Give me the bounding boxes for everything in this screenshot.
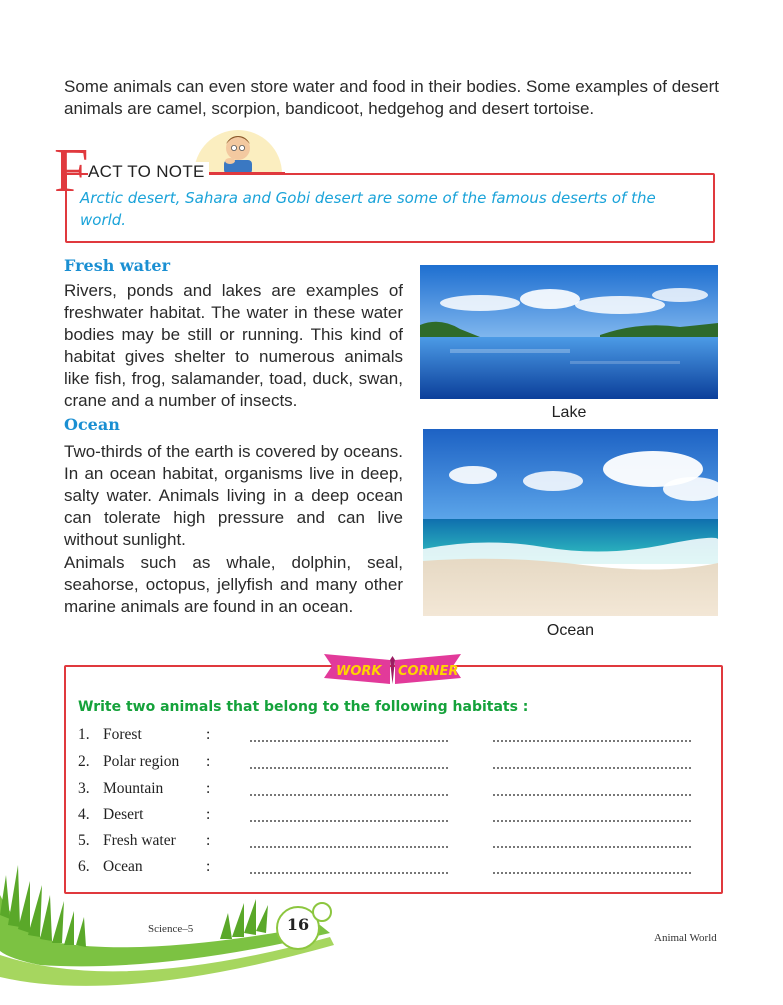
lake-caption: Lake: [551, 404, 587, 421]
answer-blank-1[interactable]: [250, 753, 448, 769]
work-corner-badge: [320, 648, 465, 686]
habitat-row: [78, 780, 698, 802]
row-number: 6.: [78, 858, 90, 875]
row-colon: :: [206, 726, 211, 743]
lake-photo: [420, 265, 718, 399]
ocean-paragraph-2: Animals such as whale, dolphin, seal, seahorse, octopus, jellyfish and many other marine animals are found in an ocean.: [64, 553, 403, 616]
grass-decoration: [0, 855, 783, 1000]
row-colon: :: [206, 780, 211, 797]
answer-blank-2[interactable]: [493, 753, 691, 769]
fresh-water-heading: Fresh water: [64, 256, 171, 275]
row-number: 3.: [78, 780, 90, 797]
work-corner-instruction: Write two animals that belong to the following habitats :: [78, 699, 529, 715]
habitat-name: Mountain: [103, 780, 164, 797]
habitat-name: Fresh water: [103, 832, 176, 849]
row-colon: :: [206, 858, 211, 875]
ocean-caption: Ocean: [546, 622, 595, 639]
fact-text: Arctic desert, Sahara and Gobi desert are some of the famous deserts of the world.: [80, 189, 656, 229]
habitat-name: Forest: [103, 726, 142, 743]
intro-paragraph: Some animals can even store water and food in their bodies. Some examples of desert animals are camel, scorpion, bandicoot, hedgehog and desert tortoise.: [64, 77, 719, 118]
habitat-row: [78, 806, 698, 828]
page-number: 16: [286, 915, 310, 934]
fact-big-letter: F: [54, 137, 89, 205]
row-colon: :: [206, 753, 211, 770]
habitat-name: Polar region: [103, 753, 180, 770]
habitat-name: Ocean: [103, 858, 143, 875]
footer-chapter: Animal World: [654, 932, 717, 944]
row-number: 4.: [78, 806, 90, 823]
answer-blank-1[interactable]: [250, 726, 448, 742]
answer-blank-2[interactable]: [493, 832, 691, 848]
answer-blank-2[interactable]: [493, 726, 691, 742]
work-corner-label-right: CORNER: [398, 664, 459, 679]
answer-blank-1[interactable]: [250, 780, 448, 796]
habitat-row: [78, 753, 698, 775]
ocean-photo: [423, 429, 718, 616]
fresh-water-paragraph: Rivers, ponds and lakes are examples of freshwater habitat. The water in these water bodies may be still or running. This kind of habitat gives shelter to numerous animals like fish, frog, salamander, toad, duck, swan, crane and a number of insects.: [64, 281, 403, 410]
row-colon: :: [206, 832, 211, 849]
habitat-row: [78, 726, 698, 748]
answer-blank-2[interactable]: [493, 806, 691, 822]
habitat-name: Desert: [103, 806, 144, 823]
row-number: 2.: [78, 753, 90, 770]
answer-blank-1[interactable]: [250, 806, 448, 822]
footer-subject: Science–5: [148, 923, 194, 935]
habitat-row: [78, 832, 698, 854]
fact-title: ACT TO NOTE: [88, 162, 209, 182]
ocean-paragraph-1: Two-thirds of the earth is covered by oceans. In an ocean habitat, organisms live in deep, salty water. Animals living in a deep ocean can tolerate high pressure and can live without sunlight.: [64, 442, 403, 549]
work-corner-label-left: WORK: [336, 664, 382, 679]
row-number: 5.: [78, 832, 90, 849]
answer-blank-1[interactable]: [250, 832, 448, 848]
row-colon: :: [206, 806, 211, 823]
ocean-heading: Ocean: [64, 415, 120, 434]
row-number: 1.: [78, 726, 90, 743]
answer-blank-2[interactable]: [493, 780, 691, 796]
